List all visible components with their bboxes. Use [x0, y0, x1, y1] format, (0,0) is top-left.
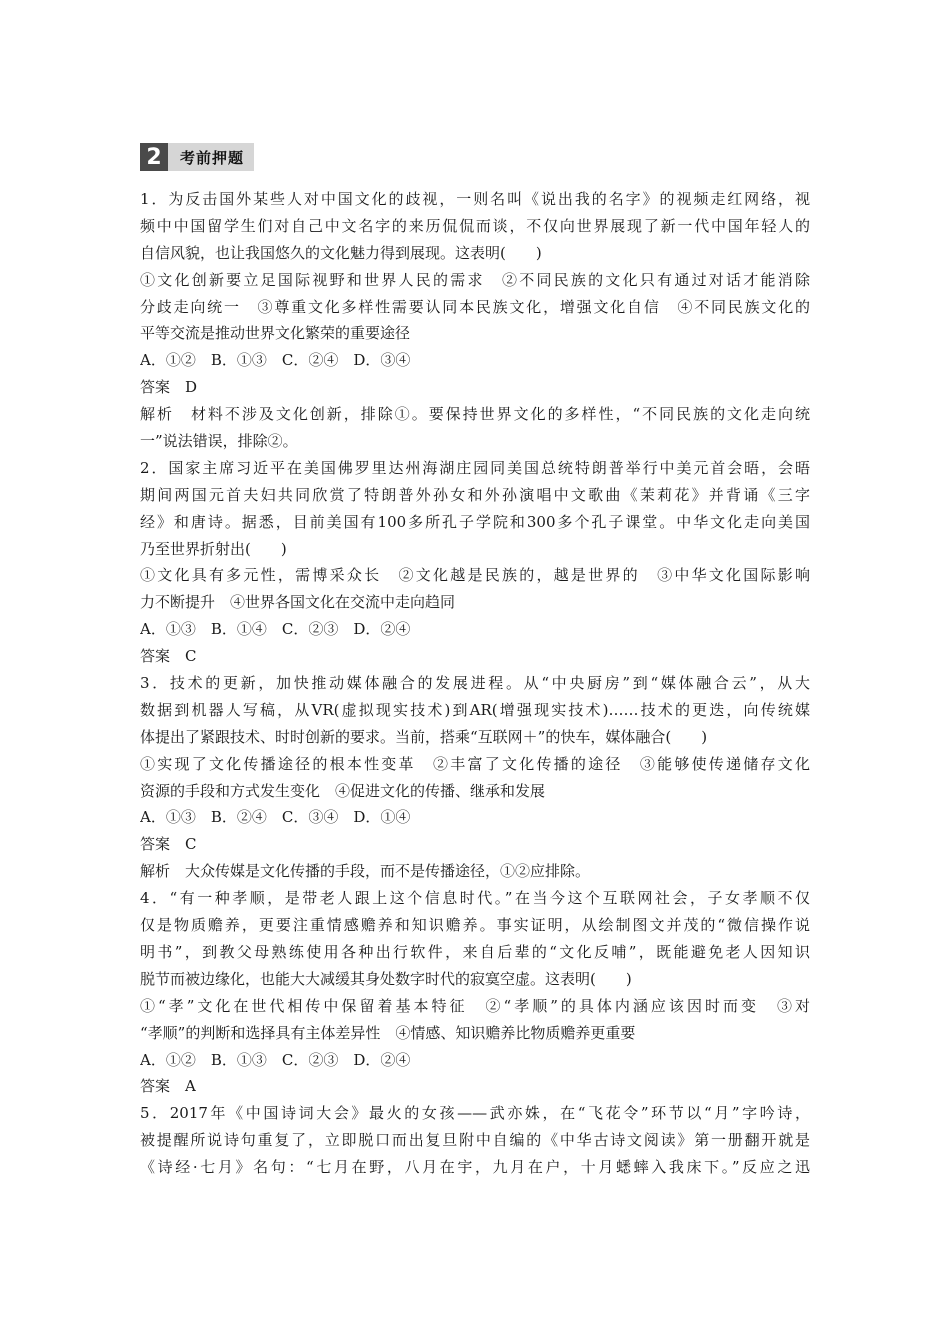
text-line: 频中中国留学生们对自己中文名字的来历侃侃而谈，不仅向世界展现了新一代中国年轻人的	[140, 216, 810, 235]
text-line: “孝顺”的判断和选择具有主体差异性 ④情感、知识赡养比物质赡养更重要	[140, 1023, 636, 1042]
section-title: 考前押题	[168, 143, 254, 171]
text-line: A．①③ B．①④ C．②③ D．②④	[140, 620, 411, 639]
text-line: 2．国家主席习近平在美国佛罗里达州海湖庄园同美国总统特朗普举行中美元首会晤，会晤	[140, 458, 810, 477]
text-line: 经》和唐诗。据悉，目前美国有100多所孔子学院和300多个孔子课堂。中华文化走向美国	[140, 512, 810, 531]
text-line: 答案 C	[140, 835, 197, 854]
question-content	[140, 186, 810, 1181]
text-line: 明书”，到教父母熟练使用各种出行软件，来自后辈的“文化反哺”，既能避免老人因知识	[140, 942, 810, 961]
section-header	[140, 143, 254, 171]
text-line: 资源的手段和方式发生变化 ④促进文化的传播、继承和发展	[140, 781, 546, 800]
text-line: 数据到机器人写稿，从VR(虚拟现实技术)到AR(增强现实技术)……技术的更迭，向传统媒	[140, 700, 810, 719]
section-number-badge: 2	[140, 143, 168, 171]
text-line: 答案 A	[140, 1077, 196, 1096]
text-line: 答案 D	[140, 378, 198, 397]
text-line: 5．2017年《中国诗词大会》最火的女孩——武亦姝，在“飞花令”环节以“月”字吟诗，	[140, 1104, 810, 1123]
text-line: 1．为反击国外某些人对中国文化的歧视，一则名叫《说出我的名字》的视频走红网络，视	[140, 190, 810, 208]
text-line: A．①③ B．②④ C．③④ D．①④	[140, 808, 411, 827]
text-line: 体提出了紧跟技术、时时创新的要求。当前，搭乘“互联网＋”的快车，媒体融合( )	[140, 727, 708, 746]
text-line: 一”说法错误，排除②。	[140, 432, 298, 451]
text-line: 《诗经·七月》名句：“七月在野，八月在宇，九月在户，十月蟋蟀入我床下。”反应之迅	[140, 1158, 810, 1177]
text-line: ①文化创新要立足国际视野和世界人民的需求 ②不同民族的文化只有通过对话才能消除	[140, 270, 810, 289]
text-line: A．①② B．①③ C．②③ D．②④	[140, 1050, 411, 1069]
text-line: A．①② B．①③ C．②④ D．③④	[140, 351, 411, 370]
text-line: ①实现了文化传播途径的根本性变革 ②丰富了文化传播的途径 ③能够使传递储存文化	[140, 754, 810, 773]
text-line: 被提醒所说诗句重复了，立即脱口而出复旦附中自编的《中华古诗文阅读》第一册翻开就是	[140, 1131, 810, 1150]
text-line: ①“孝”文化在世代相传中保留着基本特征 ②“孝顺”的具体内涵应该因时而变 ③对	[140, 996, 810, 1015]
text-line: 分歧走向统一 ③尊重文化多样性需要认同本民族文化，增强文化自信 ④不同民族文化的	[140, 297, 810, 316]
text-line: 平等交流是推动世界文化繁荣的重要途径	[140, 324, 411, 343]
text-line: 力不断提升 ④世界各国文化在交流中走向趋同	[140, 593, 456, 612]
text-line: 答案 C	[140, 647, 197, 666]
text-line: 解析 大众传媒是文化传播的手段，而不是传播途径，①②应排除。	[140, 862, 591, 881]
text-line: 期间两国元首夫妇共同欣赏了特朗普外孙女和外孙演唱中文歌曲《茉莉花》并背诵《三字	[140, 485, 810, 504]
text-line: ①文化具有多元性，需博采众长 ②文化越是民族的，越是世界的 ③中华文化国际影响	[140, 566, 810, 585]
text-line: 脱节而被边缘化，也能大大减缓其身处数字时代的寂寞空虚。这表明( )	[140, 969, 632, 988]
text-line: 乃至世界折射出( )	[140, 539, 287, 558]
text-line: 仅是物质赡养，更要注重情感赡养和知识赡养。事实证明，从绘制图文并茂的“微信操作说	[140, 916, 810, 935]
text-line: 解析 材料不涉及文化创新，排除①。要保持世界文化的多样性，“不同民族的文化走向统	[140, 405, 810, 424]
text-line: 自信风貌，也让我国悠久的文化魅力得到展现。这表明( )	[140, 243, 542, 262]
text-line: 3．技术的更新，加快推动媒体融合的发展进程。从“中央厨房”到“媒体融合云”，从大	[140, 674, 810, 693]
text-line: 4．“有一种孝顺，是带老人跟上这个信息时代。”在当今这个互联网社会，子女孝顺不仅	[140, 889, 810, 908]
